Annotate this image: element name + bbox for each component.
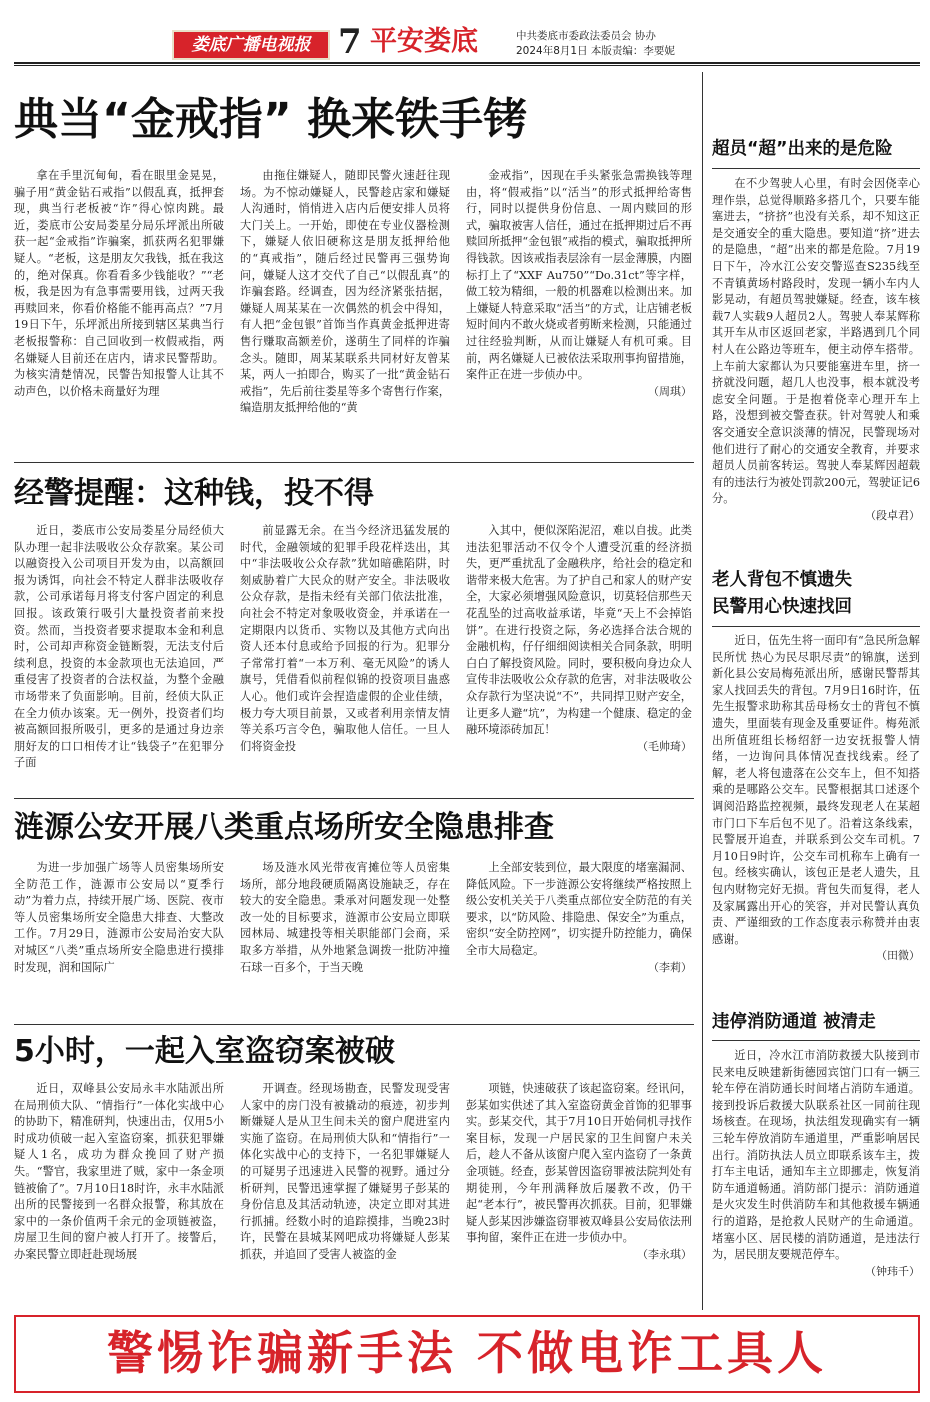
- masthead-meta: [516, 29, 675, 59]
- article4-col1-text: 近日，双峰县公安局永丰水陆派出所在局刑侦大队、“情指行”一体化实战中心的协助下，精准研判，快速出击，仅用5小时成功侦破一起入室盗窃案，抓获犯罪嫌疑人1名，成功为群众挽回了财产损失。“警官，我家里进了贼，家中一条金项链被偷了”。7月10日18时许，永丰水陆派出所的民警接到一名群众报警，称其放在家中的一条价值两千余元的金项链被盗，房屋卫生间的窗户被人打开了。接警后，办案民警立即赶赴现场展: [14, 1082, 224, 1261]
- article3-col3-text: 上全部安装到位，最大限度的堵塞漏洞、降低风险。下一步涟源公安将继续严格按照上级公安机关关于八类重点部位安全防范的有关要求，以“防风险、排隐患、保安全”为重点，密织“安全防控网”，切实提升防控能力，确保全市大局稳定。: [466, 861, 692, 957]
- article-divider: [14, 1024, 694, 1025]
- article-divider: [14, 462, 694, 463]
- side3-title: 违停消防通道 被清走: [712, 1012, 876, 1032]
- article3-byline: （李莉）: [648, 960, 692, 974]
- article3-col2: [240, 860, 450, 1022]
- column-separator: [702, 72, 703, 1310]
- article1-col3: [466, 168, 692, 458]
- side1-body: [712, 176, 920, 540]
- side3-text: 近日，冷水江市消防救援大队接到市民来电反映建新街德园宾馆门口有一辆三轮车停在消防通长时间堵占消防车通道。接到投诉后救援大队联系社区一同前往现场核查。在现场，执法组发现确实有一辆三轮车停放消防车通道里，严重影响居民出行。消防执法人员立即联系该车主，拨打车主电话，通知车主立即挪走，恢复消防车通道畅通。消防部门提示：消防通道是火灾发生时供消防车和其他救援车辆通行的道路，是抢救人民财产的生命通道。堵塞小区、居民楼的消防通道，是违法行为，居民朋友要规范停车。: [712, 1049, 920, 1262]
- article4-col3-text: 项链，快速破获了该起盗窃案。经讯问，彭某如实供述了其入室盗窃黄金首饰的犯罪事实。彭某交代，其于7月10日开始伺机寻找作案目标，发现一户居民家的卫生间窗户未关后，趁人不备从该窗户爬入室内盗窃了一条黄金项链。经查，彭某曾因盗窃罪被法院判处有期徒刑，今年刑满释放后屡教不改，仍干起“老本行”，被民警再次抓获。目前，犯罪嫌疑人彭某因涉嫌盗窃罪被双峰县公安局依法刑事拘留，案件正在进一步侦办中。: [466, 1082, 692, 1245]
- masthead-rule: [14, 62, 920, 64]
- side1-title: 超员“超”出来的是危险: [712, 139, 893, 159]
- masthead: [0, 0, 930, 62]
- article1-col2: [240, 168, 450, 458]
- side2-byline: （田微）: [876, 949, 920, 963]
- side-divider: [712, 626, 920, 627]
- section-title: 平安娄底: [370, 26, 478, 57]
- article2-col3: [466, 523, 692, 795]
- paper-logo: 娄底广播电视报: [172, 30, 330, 60]
- article2-byline: （毛帅琦）: [637, 739, 692, 753]
- sponsor-line: 中共娄底市委政法委员会 协办: [516, 30, 656, 42]
- article1-col1: [14, 168, 224, 458]
- side2-body: [712, 633, 920, 985]
- article3-col3: [466, 860, 692, 1022]
- article4-col2-text: 开调查。经现场勘查，民警发现受害人家中的房门没有被撬动的痕迹，初步判断嫌疑人是从卫生间未关的窗户爬进室内实施了盗窃。在局刑侦大队和“情指行”一体化实战中心的支持下，一名犯罪嫌疑人的可疑男子迅速进入民警的视野。通过分析研判，民警迅速掌握了嫌疑男子彭某的身份信息及其活动轨迹，决定立即对其进行抓捕。经数小时的追踪摸排，当晚23时许，民警在县城某网吧成功将嫌疑人彭某抓获，并追回了受害人被盗的金: [240, 1082, 450, 1261]
- side2-title-line2: 民警用心快速找回: [712, 597, 852, 617]
- article3-col2-text: 场及涟水风光带夜宵摊位等人员密集场所，部分地段硬质隔离设施缺乏，存在较大的安全隐患。秉承对问题发现一处整改一处的目标要求，涟源市公安局立即联园林局、城建投等相关职能部门会商，采取多方举措，从外地紧急调拨一批防冲撞石球一百多个，于当天晚: [240, 861, 450, 974]
- side2-text: 近日，伍先生将一面印有“急民所急解民所忧 热心为民尽职尽责”的锦旗，送到新化县公安局梅苑派出所，感谢民警帮其家人找回丢失的背包。7月9日16时许，伍先生报警求助称其岳母杨女士的背包不慎遗失，里面装有现金及重要证件。梅苑派出所值班组长杨绍舒一边安抚报警人情绪，一边询问具体情况查找线索。经了解，老人将包遗落在公交车上，但不知搭乘的是哪路公交车。民警根据其口述逐个调阅沿路监控视频，最终发现老人在某超市门口下车后包不见了。沿着这条线索，民警展开追查，并联系到公交车司机。7月10日9时许，公交车司机称车上确有一包。经核实确认，该包正是老人遗失，且包内财物完好无损。背包失而复得，老人及家属露出开心的笑容，并对民警认真负责、严谨细致的工作态度表示称赞并由衷感谢。: [712, 634, 920, 946]
- side1-text: 在不少驾驶人心里，有时会因侥幸心理作祟，总觉得顺路多搭几个，只要车能塞进去，“挤挤”也没有关系，却不知这正是交通安全的重大隐患。要知道“挤”进去的是隐患，“超”出来的都是危险。7月19日下午，冷水江公安交警巡查S235线至不青镇黄场村路段时，发现一辆小车内人影晃动，有超员驾驶嫌疑。经查，该车核载7人实载9人超员2人。驾驶人奉某辉称其开车从市区返回老家，半路遇到几个同村人在公路边等班车，便主动停车搭带。上车前大家都认为只要能塞进车里，挤一挤就没问题，超几人也没事，根本就没考虑安全问题。于是抱着侥幸心理开车上路，没想到被交警查获。针对驾驶人和乘客交通安全意识淡薄的情况，民警现场对他们进行了耐心的交通安全教育，并要求超员人员前客转运。驾驶人奉某辉因超载有的违法行为被处罚款200元，驾驶证记6分。: [712, 177, 920, 506]
- article1-title: 典当“金戒指” 换来铁手铐: [14, 94, 528, 145]
- page-number: 7: [338, 22, 362, 62]
- article1-col2-text: 由拖住嫌疑人，随即民警火速赶往现场。为不惊动嫌疑人，民警趁店家和嫌疑人沟通时，悄悄进入店内后便安排人员将大门关上。一开始，即使在专业仪器检测下，嫌疑人依旧硬称这是朋友抵押给他的“真戒指”，随后经过民警再三强势询问，嫌疑人这才交代了自己“以假乱真”的诈骗套路。经调查，因为经济紧张拮据，嫌疑人周某某在一次偶然的机会中得知，有人把“金包银”首饰当作真黄金抵押进寄售行赚取高额差价，遂萌生了同样的诈骗念头。随即，周某某联系共同材好友曾某某，两人一拍即合，购买了一批“黄金钻石戒指”，先后前往娄星等多个寄售行作案，编造朋友抵押给他的“黄: [240, 169, 450, 415]
- article3-col1: [14, 860, 224, 1022]
- masthead-rule-thin: [14, 65, 920, 66]
- side-divider: [712, 1040, 920, 1041]
- side3-byline: （钟玮千）: [865, 1264, 920, 1278]
- article4-col2: [240, 1081, 450, 1307]
- side1-byline: （段卓君）: [865, 508, 920, 522]
- article3-col1-text: 为进一步加强广场等人员密集场所安全防范工作，涟源市公安局以“夏季行动”为着力点，持续开展广场、医院、夜市等人员密集场所安全隐患大排查、大整改工作。7月29日，涟源市公安局治安大队对城区“八类”重点场所安全隐患进行摸排时发现，润和国际广: [14, 861, 224, 974]
- article3-title: 涟源公安开展八类重点场所安全隐患排查: [14, 810, 554, 845]
- article2-col1-text: 近日，娄底市公安局娄星分局经侦大队办理一起非法吸收公众存款案。某公司以融资投入公司项目开发为由，以高额回报为诱饵，向社会不特定人群非法吸收存款，公司承诺每月将支付客户固定的利息回报。该政策行吸引大量投资者前来投资。然而，当投资者要求提取本金和利息时，公司却声称资金链断裂，无法支付后续利息，投资的本金款项也无法追回，严重侵害了投资者的合法权益，为整个金融市场带来了负面影响。目前，经侦大队正在全力侦办该案。无一例外，投资者们均被高额回报所吸引，更多的是通过身边亲朋好友的口口相传才让“钱袋子”在犯罪分子面: [14, 524, 224, 770]
- side-divider: [712, 168, 920, 169]
- article2-col2: [240, 523, 450, 795]
- date-editor-line: 2024年8月1日 本版责编：李要妮: [516, 45, 675, 57]
- article1-col1-text: 拿在手里沉甸甸，看在眼里金晃晃，骗子用“黄金钻石戒指”以假乱真，抵押套现，典当行老板被“诈”得心惊肉跳。最近，娄底市公安局娄星分局乐坪派出所破获一起“金戒指”诈骗案，抓获两名犯罪嫌疑人。“老板，这是朋友欠我钱，抵在我这的，绝对保真。你看看多少钱能收？”“老板，我是因为有急事需要用钱，过两天我再赎回来，你看价格能不能再高点？”7月19日下午，乐坪派出所接到辖区某典当行老板报警称：自己回收到一枚假戒指，两名嫌疑人目前还在店内，请求民警帮助。为核实清楚情况，民警告知报警人让其不动声色，以价格未商量好为理: [14, 169, 224, 398]
- article4-byline: （李永琪）: [637, 1247, 692, 1261]
- article2-title: 经警提醒：这种钱，投不得: [14, 476, 374, 511]
- bottom-banner: [14, 1315, 920, 1393]
- article4-col3: [466, 1081, 692, 1307]
- banner-slogan: 警惕诈骗新手法 不做电诈工具人: [106, 1326, 827, 1380]
- article1-col3-text: 金戒指”，因现在手头紧张急需换钱等理由，将“假戒指”以“活当”的形式抵押给寄售行，同时以提供身份信息、一周内赎回的形式，骗取被害人信任，通过在抵押期过后不再赎回所抵押“金包银”戒指的模式，骗取抵押所得钱款。因该戒指表层涂有一层金薄膜，内圈标打上了“XXF Au750”“Do.31ct”等字样，做工较为精细，一般的机器难以检测出来。加上嫌疑人特意采取“活当”的方式，让店铺老板短时间内不敢火烧或者剪断来检测，只能通过过往经验判断，从而让嫌疑人有机可乘。目前，两名嫌疑人已被依法采取刑事拘留措施，案件正在进一步侦办中。: [466, 169, 692, 382]
- article-divider: [14, 798, 694, 799]
- article2-col3-text: 入其中，便似深陷泥沼，难以自拔。此类违法犯罪活动不仅令个人遭受沉重的经济损失，更严重扰乱了金融秩序，给社会的稳定和谐带来极大危害。为了护自己和家人的财产安全，大家必须增强风险意识，切莫轻信那些天花乱坠的过高收益承诺，毕竟“天上不会掉馅饼”。在进行投资之际，务必选择合法合规的金融机构，仔仔细细阅读相关合同条款，明明白白了解投资风险。同时，要积极向身边众人宣传非法吸收公众存款的危害，对非法吸收公众存款行为坚决说“不”，共同捍卫财产安全，让更多人避“坑”，为构建一个健康、稳定的金融环境添砖加瓦！: [466, 524, 692, 737]
- article2-col1: [14, 523, 224, 795]
- article1-byline: （周琪）: [648, 384, 692, 398]
- article4-title: 5小时，一起入室盗窃案被破: [14, 1034, 395, 1069]
- side3-body: [712, 1048, 920, 1306]
- article4-col1: [14, 1081, 224, 1307]
- side2-title-line1: 老人背包不慎遗失: [712, 570, 852, 590]
- article2-col2-text: 前显露无余。在当今经济迅猛发展的时代，金融领域的犯罪手段花样迭出，其中“非法吸收公众存款”犹如暗礁陷阱，时刻威胁着广大民众的财产安全。非法吸收公众存款，是指未经有关部门依法批准，向社会不特定对象吸收资金，并承诺在一定期限内以货币、实物以及其他方式向出资人还本付息或给予回报的行为。犯罪分子常常打着“一本万利、毫无风险”的诱人旗号，凭借看似前程似锦的投资项目蛊惑人心。他们或许会捏造虚假的企业佳绩，极力夸大项目前景，又或者利用亲情友情等关系巧言令色，骗取他人信任。一旦人们将资金投: [240, 524, 450, 753]
